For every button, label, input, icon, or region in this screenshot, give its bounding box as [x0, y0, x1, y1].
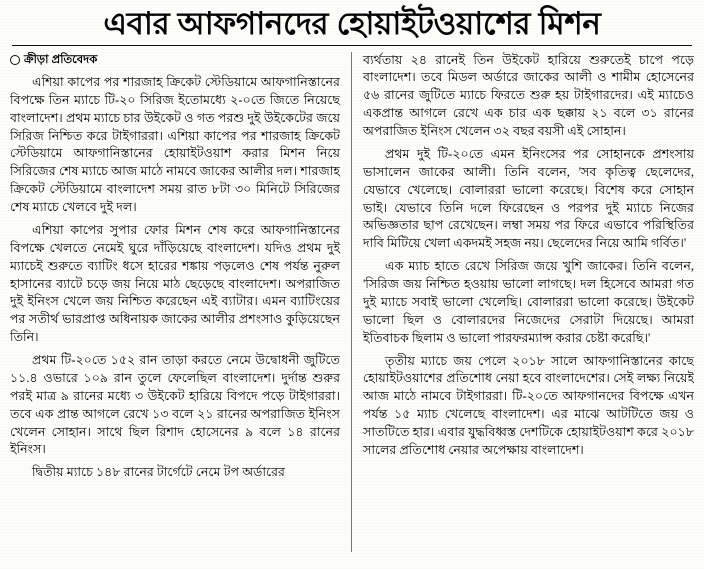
- paragraph: এশিয়া কাপের সুপার ফোর মিশন শেষ করে আফগানিস্তানের বিপক্ষে খেলতে নেমেই ঘুরে দাঁড়িয়েছে বাংলাদেশ। যদিও প্রথম দুই ম্যাচেই শুরুতে ব্যাটিং ধসে হারের শঙ্কায় পড়লেও শেষ পর্যন্ত নুরুল হাসানের ব্যাটে চড়ে জয় নিয়ে মাঠ ছেড়েছে বাংলাদেশ। অপরাজিত দুই ইনিংস খেলে জয় নিশ্চিত করেছেন এই ব্যাটার। এমন ব্যাটিংয়ের পর সতীর্থ ভারপ্রাপ্ত অধিনায়ক জাকের আলীর প্রশংসাও কুড়িয়েছেন তিনি।: [10, 222, 340, 345]
- page-title: এবার আফগানদের হোয়াইটওয়াশের মিশন: [103, 6, 601, 41]
- paragraph: ব্যর্থতায় ২৪ রানেই তিন উইকেট হারিয়ে শুরুতেই চাপে পড়ে বাংলাদেশ। তবে মিডল অর্ডারে জাকের আলী ও শামীম হোসেনের ৫৬ রানের জুটিতে ম্যাচে ফিরতে শুরু হয় টাইগারদের। এই ম্যাচেও একপ্রান্ত আগলে রেখে এক চার এক ছক্কায় ২১ বলে ৩১ রানের অপরাজিত ইনিংস খেলেন ৩২ বছর বয়সী এই সোহান।: [363, 52, 694, 139]
- paragraph: এক ম্যাচ হাতে রেখে সিরিজ জয়ে খুশি জাকের। তিনি বলেন, 'সিরিজ জয় নিশ্চিত হওয়ায় ভালো লাগছে। দল হিসেবে আমরা গত দুই ম্যাচে সবাই ভালো খেলেছি। বোলাররা ভালো করেছে। উইকেট ভালো ছিল ও বোলারদের নিজেদের সেরাটা দিয়েছে। আমরা ইতিবাচক ছিলাম ও ভালো পারফরম্যান্স করার চেষ্টা করেছি।': [363, 259, 694, 345]
- paragraph: প্রথম দুই টি-২০তে এমন ইনিংসের পর সোহানকে প্রশংসায় ভাসালেন জাকের আলী। তিনি বলেন, 'সব কৃতিত্ব ছেলেদের, যেভাবে খেলেছে। বোলাররা ভালো করেছে। বিশেষ করে সোহান ভাই। যেভাবে তিনি দলে ফিরেছেন ও পরপর দুই ম্যাচে নিজের অভিজ্ঞতার ছাপ রেখেছেন। লম্বা সময় পর ফিরে এভাবে পরিস্থিতির দাবি মিটিয়ে খেলা একদমই সহজ নয়। ছেলেদের নিয়ে আমি গর্বিত।': [363, 146, 694, 251]
- bullet-icon: [10, 55, 20, 65]
- header-divider: [12, 45, 692, 46]
- column-right: [352, 52, 694, 552]
- paragraph: দ্বিতীয় ম্যাচে ১৪৮ রানের টার্গেটে নেমে টপ অর্ডারের: [32, 465, 285, 480]
- paragraph: এশিয়া কাপের পর শারজাহ ক্রিকেট স্টেডিয়ামে আফগানিস্তানের বিপক্ষে তিন ম্যাচে টি-২০ সিরিজ ইতোমধ্যে ২-০তে জিতে নিয়েছে বাংলাদেশ। প্রথম ম্যাচে চার উইকেট ও গত পরশু দুই উইকেটের জয়ে সিরিজ নিশ্চিত করে টাইগাররা। এশিয়া কাপের পর শারজাহ ক্রিকেট স্টেডিয়ামে আফগানিস্তানের হোয়াইটওয়াশ করার মিশন নিয়ে সিরিজের শেষ ম্যাচে আজ মাঠে নামবে জাকের আলীর দল। শারজাহ ক্রিকেট স্টেডিয়ামে বাংলাদেশ সময় রাত ৮টা ৩০ মিনিটে সিরিজের শেষ ম্যাচে খেলবে দুই দল।: [10, 74, 340, 214]
- paragraph: তৃতীয় ম্যাচে জয় পেলে ২০১৮ সালে আফগানিস্তানের কাছে হোয়াইটওয়াশের প্রতিশোধ নেয়া হবে বাংলাদেশের। সেই লক্ষ্য নিয়েই আজ মাঠে নামবে টাইগাররা। টি-২০তে আফগানদের বিপক্ষে এখন পর্যন্ত ১৫ ম্যাচ খেলেছে বাংলাদেশ। এর মাঝে আটটিতে জয় ও সাতটিতে হার। এবার যুদ্ধবিধ্বস্ত দেশটিকে হোয়াইটওয়াশ করে ২০১৮ সালের প্রতিশোধ নেয়ার অপেক্ষায় বাংলাদেশ।: [363, 353, 694, 457]
- article-columns: [10, 52, 694, 552]
- paragraph: প্রথম টি-২০তে ১৫২ রান তাড়া করতে নেমে উদ্বোধনী জুটিতে ১১.৪ ওভারে ১০৯ রান তুলে ফেলেছিল বাংলাদেশ। দুর্দান্ত শুরুর পরই মাত্র ৯ রানের মধ্যে ৩ উইকেট হারিয়ে বিপদে পড়ে টাইগাররা। তবে এক প্রান্ত আগলে রেখে ১৩ বলে ২১ রানের অপরাজিত ইনিংস খেলেন সোহান। সাথে ছিল রিশাদ হোসেনের ৯ বলে ১৪ রানের ইনিংস।: [10, 353, 340, 457]
- byline-label: ক্রীড়া প্রতিবেদক: [24, 53, 98, 66]
- column-left: [10, 52, 352, 552]
- byline: [10, 52, 340, 68]
